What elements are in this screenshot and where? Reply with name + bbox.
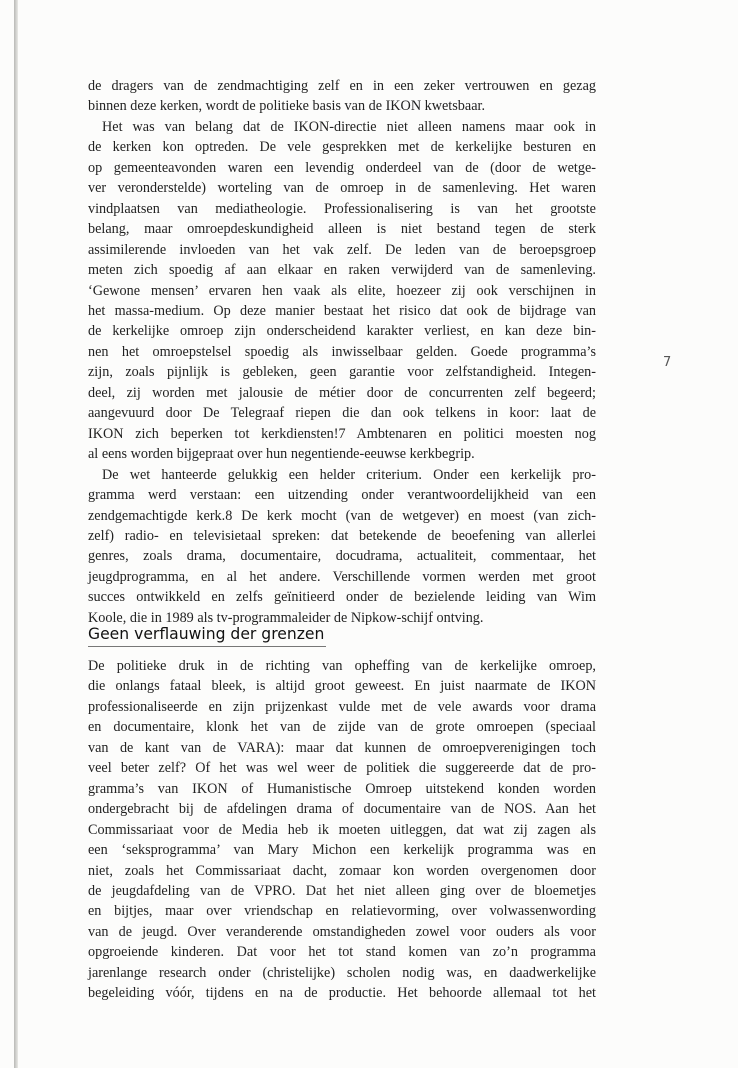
text-line: opgroeiende kinderen. Dat voor het tot stand komen van zo’n programma (88, 944, 596, 961)
text-line: meten zich spoedig af aan elkaar en raken verwijderd van de samenleving. (88, 262, 596, 279)
text-line: niet, zoals het Commissariaat dacht, zomaar kon worden overgenomen door (88, 862, 596, 879)
text-line: de dragers van de zendmachtiging zelf en in een zeker vertrouwen en gezag (88, 78, 596, 94)
text-line: vindplaatsen van mediatheologie. Professionalisering is van het grootste (88, 200, 596, 217)
text-line: De politieke druk in de richting van opheffing van de kerkelijke omroep, (88, 658, 596, 674)
text-line: succes ontwikkeld en zelfs geïnitieerd onder de bezielende leiding van Wim (88, 589, 596, 606)
text-line: aangevuurd door De Telegraaf riepen die dan ook telkens in koor: laat de (88, 405, 596, 422)
section-heading: Geen verflauwing der grenzen (88, 625, 325, 643)
text-line: genres, zoals drama, documentaire, docudrama, actualiteit, commentaar, het (88, 548, 596, 565)
text-line: jarenlange research onder (christelijke) scholen nodig was, en daadwerkelijke (88, 964, 596, 981)
text-line: ‘Gewone mensen’ ervaren hen vaak als elite, hoezeer zij ook verschijnen in (88, 282, 596, 299)
text-line: en documentaire, klonk het van de zijde van de grote omroepen (speciaal (88, 719, 596, 736)
text-line: zendgemachtigde kerk.8 De kerk mocht (van de wetgever) en moest (van zich- (88, 507, 596, 524)
text-line: Commissariaat voor de Media heb ik moeten uitleggen, dat wat zij zagen als (88, 821, 596, 838)
text-line: die onlangs fataal bleek, is altijd groot geweest. En juist naarmate de IKON (88, 678, 596, 695)
text-line: al eens worden bijgepraat over hun negentiende-eeuwse kerkbegrip. (88, 446, 475, 463)
text-line: gramma werd verstaan: een uitzending onder verantwoordelijkheid van een (88, 487, 596, 504)
text-line: begeleiding vóór, tijdens en na de productie. Het behoorde allemaal tot het (88, 985, 596, 1002)
text-line: de kerkelijke omroep zijn onderscheidend karakter verliest, en kan deze bin- (88, 323, 596, 340)
text-line: het massa-medium. Op deze manier bestaat het risico dat ook de bijdrage van (88, 302, 596, 319)
text-line: gramma’s van IKON of Humanistische Omroep uitstekend konden worden (88, 780, 596, 797)
text-line: Het was van belang dat de IKON-directie niet alleen namens maar ook in (102, 118, 596, 135)
page-number: 7 (663, 355, 672, 370)
text-line: en bijtjes, maar over vriendschap en relatievorming, over volwassenwording (88, 903, 596, 920)
text-line: ondergebracht bij de afdelingen drama of documentaire van de NOS. Aan het (88, 801, 596, 818)
text-line: de kerken kon optreden. De vele gesprekken met de kerkelijke besturen en (88, 139, 596, 156)
text-line: binnen deze kerken, wordt de politieke basis van de IKON kwetsbaar. (88, 98, 486, 115)
text-line: op gemeenteavonden waren een levendig onderdeel van de (door de wetge- (88, 159, 596, 176)
text-line: deel, zij worden met jalousie de métier door de concurrenten zelf begeerd; (88, 384, 596, 401)
text-line: van de jeugd. Over veranderende omstandigheden zowel voor ouders als voor (88, 923, 596, 940)
text-line: Koole, die in 1989 als tv-programmaleider de Nipkow-schijf ontving. (88, 609, 484, 626)
text-line: de jeugdafdeling van de VPRO. Dat het niet alleen ging over de bloemetjes (88, 882, 596, 899)
text-line: veel beter zelf? Of het was wel weer de politiek die suggereerde dat de pro- (88, 760, 596, 777)
text-line: belang, maar omroepdeskundigheid alleen is niet bestand tegen de sterk (88, 221, 596, 238)
text-line: nen het omroepstelsel spoedig als inwisselbaar gelden. Goede programma’s (88, 343, 596, 360)
body-text-block-2 (88, 656, 596, 1004)
text-line: zijn, zoals pijnlijk is gebleken, geen garantie voor zelfstandigheid. Integen- (88, 364, 596, 381)
text-line: een ‘seksprogramma’ van Mary Michon een kerkelijk programma was en (88, 842, 596, 859)
text-line: van de kant van de VARA): maar dat kunnen de omroepverenigingen toch (88, 739, 596, 756)
text-line: zelf) radio- en televisietaal spreken: dat betekende de beoefening van allerlei (88, 527, 596, 544)
text-line: ver veronderstelde) worteling van de omroep in de samenleving. Het waren (88, 180, 596, 197)
text-line: assimilerende invloeden van het vak zelf. De leden van de beroepsgroep (88, 241, 596, 258)
text-line: De wet hanteerde gelukkig een helder criterium. Onder een kerkelijk pro- (102, 466, 596, 483)
body-text-block-1 (88, 76, 596, 628)
text-line: professionaliseerde en zijn prijzenkast vulde met de vele awards voor drama (88, 698, 596, 715)
heading-underline-rule (88, 646, 326, 647)
page-binding-edge (14, 0, 18, 1068)
text-line: IKON zich beperken tot kerkdiensten!7 Ambtenaren en politici moesten nog (88, 425, 596, 442)
text-line: jeugdprogramma, en al het andere. Verschillende vormen werden met groot (88, 568, 596, 585)
